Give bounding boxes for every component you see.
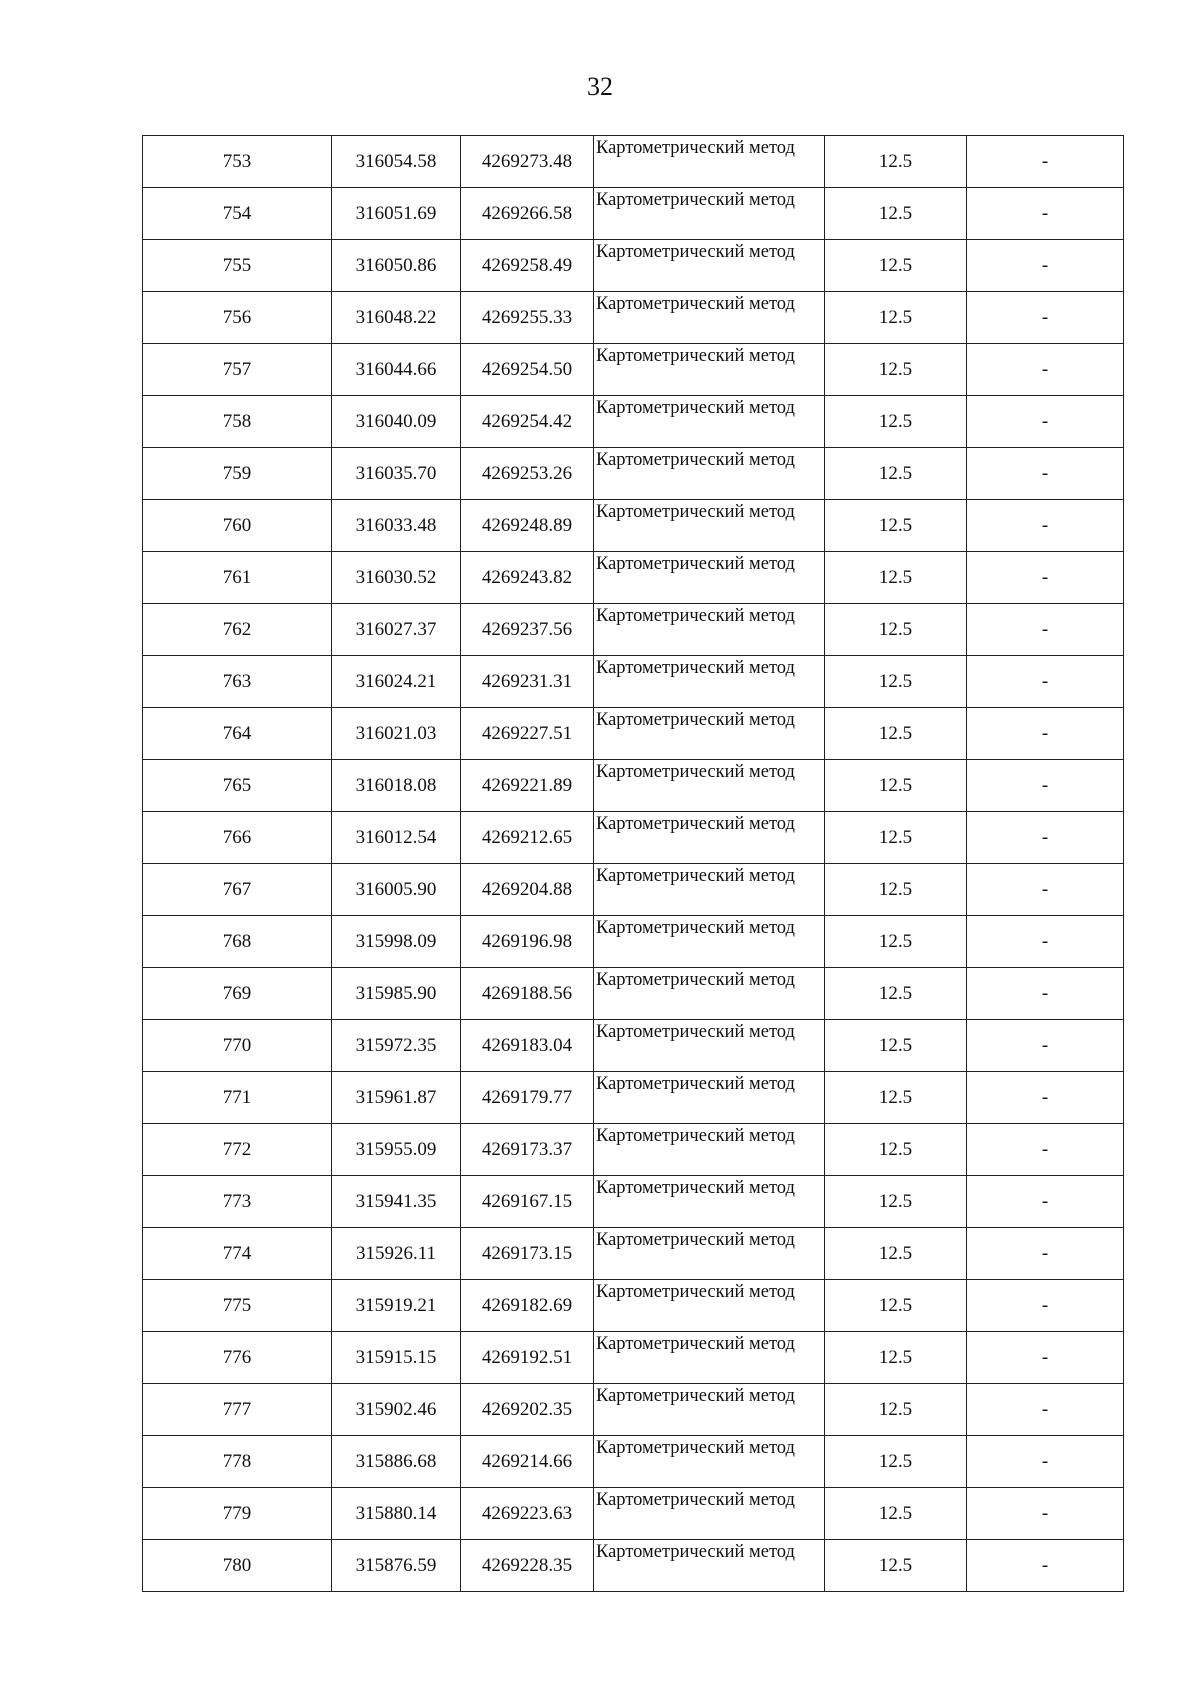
accuracy-cell: 12.5 [825,1488,967,1540]
x-coordinate-cell: 316005.90 [332,864,461,916]
accuracy-cell: 12.5 [825,1124,967,1176]
point-number-cell: 776 [143,1332,332,1384]
x-coordinate-cell: 315876.59 [332,1540,461,1592]
method-cell: Картометрический метод [594,1280,825,1332]
table-row [143,1384,1124,1436]
point-number-cell: 764 [143,708,332,760]
method-cell: Картометрический метод [594,448,825,500]
y-coordinate-cell: 4269204.88 [461,864,594,916]
x-coordinate-cell: 315926.11 [332,1228,461,1280]
method-cell: Картометрический метод [594,760,825,812]
x-coordinate-cell: 316035.70 [332,448,461,500]
method-cell: Картометрический метод [594,656,825,708]
method-cell: Картометрический метод [594,500,825,552]
description-cell: - [967,344,1124,396]
x-coordinate-cell: 315886.68 [332,1436,461,1488]
x-coordinate-cell: 315919.21 [332,1280,461,1332]
accuracy-cell: 12.5 [825,916,967,968]
method-cell: Картометрический метод [594,1332,825,1384]
point-number-cell: 772 [143,1124,332,1176]
accuracy-cell: 12.5 [825,656,967,708]
y-coordinate-cell: 4269196.98 [461,916,594,968]
accuracy-cell: 12.5 [825,760,967,812]
method-cell: Картометрический метод [594,708,825,760]
description-cell: - [967,916,1124,968]
method-cell: Картометрический метод [594,1436,825,1488]
description-cell: - [967,1020,1124,1072]
point-number-cell: 768 [143,916,332,968]
x-coordinate-cell: 316033.48 [332,500,461,552]
table-row [143,1280,1124,1332]
point-number-cell: 769 [143,968,332,1020]
table-row [143,1020,1124,1072]
y-coordinate-cell: 4269248.89 [461,500,594,552]
x-coordinate-cell: 316027.37 [332,604,461,656]
y-coordinate-cell: 4269266.58 [461,188,594,240]
description-cell: - [967,1384,1124,1436]
table-row [143,552,1124,604]
description-cell: - [967,1540,1124,1592]
x-coordinate-cell: 315972.35 [332,1020,461,1072]
y-coordinate-cell: 4269258.49 [461,240,594,292]
method-cell: Картометрический метод [594,916,825,968]
description-cell: - [967,760,1124,812]
point-number-cell: 763 [143,656,332,708]
point-number-cell: 777 [143,1384,332,1436]
y-coordinate-cell: 4269253.26 [461,448,594,500]
x-coordinate-cell: 316021.03 [332,708,461,760]
point-number-cell: 773 [143,1176,332,1228]
y-coordinate-cell: 4269227.51 [461,708,594,760]
method-cell: Картометрический метод [594,1020,825,1072]
description-cell: - [967,1436,1124,1488]
x-coordinate-cell: 315998.09 [332,916,461,968]
point-number-cell: 780 [143,1540,332,1592]
accuracy-cell: 12.5 [825,1280,967,1332]
x-coordinate-cell: 315961.87 [332,1072,461,1124]
y-coordinate-cell: 4269212.65 [461,812,594,864]
y-coordinate-cell: 4269214.66 [461,1436,594,1488]
table-row [143,968,1124,1020]
description-cell: - [967,448,1124,500]
coordinates-table-body [143,136,1124,1592]
method-cell: Картометрический метод [594,1384,825,1436]
table-row [143,812,1124,864]
method-cell: Картометрический метод [594,1124,825,1176]
description-cell: - [967,240,1124,292]
method-cell: Картометрический метод [594,552,825,604]
accuracy-cell: 12.5 [825,344,967,396]
table-row [143,1124,1124,1176]
x-coordinate-cell: 316054.58 [332,136,461,188]
method-cell: Картометрический метод [594,188,825,240]
table-row [143,760,1124,812]
method-cell: Картометрический метод [594,1176,825,1228]
x-coordinate-cell: 316050.86 [332,240,461,292]
description-cell: - [967,292,1124,344]
point-number-cell: 767 [143,864,332,916]
table-row [143,136,1124,188]
table-row [143,240,1124,292]
accuracy-cell: 12.5 [825,448,967,500]
point-number-cell: 770 [143,1020,332,1072]
point-number-cell: 755 [143,240,332,292]
y-coordinate-cell: 4269223.63 [461,1488,594,1540]
accuracy-cell: 12.5 [825,500,967,552]
table-row [143,344,1124,396]
accuracy-cell: 12.5 [825,292,967,344]
accuracy-cell: 12.5 [825,812,967,864]
y-coordinate-cell: 4269173.15 [461,1228,594,1280]
description-cell: - [967,812,1124,864]
table-row [143,1072,1124,1124]
accuracy-cell: 12.5 [825,1020,967,1072]
method-cell: Картометрический метод [594,1540,825,1592]
description-cell: - [967,136,1124,188]
accuracy-cell: 12.5 [825,1072,967,1124]
description-cell: - [967,396,1124,448]
x-coordinate-cell: 315985.90 [332,968,461,1020]
accuracy-cell: 12.5 [825,864,967,916]
x-coordinate-cell: 315915.15 [332,1332,461,1384]
description-cell: - [967,1228,1124,1280]
x-coordinate-cell: 315902.46 [332,1384,461,1436]
description-cell: - [967,708,1124,760]
accuracy-cell: 12.5 [825,604,967,656]
point-number-cell: 766 [143,812,332,864]
description-cell: - [967,1124,1124,1176]
method-cell: Картометрический метод [594,240,825,292]
accuracy-cell: 12.5 [825,240,967,292]
point-number-cell: 765 [143,760,332,812]
x-coordinate-cell: 316048.22 [332,292,461,344]
table-row [143,500,1124,552]
point-number-cell: 753 [143,136,332,188]
point-number-cell: 778 [143,1436,332,1488]
method-cell: Картометрический метод [594,968,825,1020]
x-coordinate-cell: 315880.14 [332,1488,461,1540]
x-coordinate-cell: 316051.69 [332,188,461,240]
point-number-cell: 774 [143,1228,332,1280]
x-coordinate-cell: 316012.54 [332,812,461,864]
y-coordinate-cell: 4269179.77 [461,1072,594,1124]
y-coordinate-cell: 4269221.89 [461,760,594,812]
description-cell: - [967,656,1124,708]
y-coordinate-cell: 4269237.56 [461,604,594,656]
accuracy-cell: 12.5 [825,396,967,448]
table-row [143,916,1124,968]
method-cell: Картометрический метод [594,864,825,916]
description-cell: - [967,1072,1124,1124]
description-cell: - [967,1176,1124,1228]
y-coordinate-cell: 4269243.82 [461,552,594,604]
table-row [143,656,1124,708]
table-row [143,1436,1124,1488]
y-coordinate-cell: 4269231.31 [461,656,594,708]
accuracy-cell: 12.5 [825,708,967,760]
x-coordinate-cell: 316018.08 [332,760,461,812]
point-number-cell: 760 [143,500,332,552]
accuracy-cell: 12.5 [825,1332,967,1384]
point-number-cell: 771 [143,1072,332,1124]
method-cell: Картометрический метод [594,1072,825,1124]
x-coordinate-cell: 315955.09 [332,1124,461,1176]
y-coordinate-cell: 4269182.69 [461,1280,594,1332]
table-row [143,292,1124,344]
accuracy-cell: 12.5 [825,968,967,1020]
x-coordinate-cell: 316040.09 [332,396,461,448]
description-cell: - [967,864,1124,916]
table-row [143,1332,1124,1384]
method-cell: Картометрический метод [594,292,825,344]
coordinates-table [142,135,1124,1592]
description-cell: - [967,552,1124,604]
table-row [143,1540,1124,1592]
method-cell: Картометрический метод [594,396,825,448]
accuracy-cell: 12.5 [825,1436,967,1488]
method-cell: Картометрический метод [594,604,825,656]
table-row [143,396,1124,448]
y-coordinate-cell: 4269228.35 [461,1540,594,1592]
accuracy-cell: 12.5 [825,1540,967,1592]
y-coordinate-cell: 4269255.33 [461,292,594,344]
y-coordinate-cell: 4269173.37 [461,1124,594,1176]
page-number: 32 [587,72,613,101]
accuracy-cell: 12.5 [825,188,967,240]
table-row [143,864,1124,916]
y-coordinate-cell: 4269192.51 [461,1332,594,1384]
description-cell: - [967,188,1124,240]
point-number-cell: 775 [143,1280,332,1332]
y-coordinate-cell: 4269202.35 [461,1384,594,1436]
point-number-cell: 759 [143,448,332,500]
y-coordinate-cell: 4269254.42 [461,396,594,448]
table-row [143,188,1124,240]
x-coordinate-cell: 316044.66 [332,344,461,396]
y-coordinate-cell: 4269167.15 [461,1176,594,1228]
point-number-cell: 758 [143,396,332,448]
method-cell: Картометрический метод [594,1228,825,1280]
accuracy-cell: 12.5 [825,552,967,604]
accuracy-cell: 12.5 [825,1228,967,1280]
accuracy-cell: 12.5 [825,1176,967,1228]
x-coordinate-cell: 316030.52 [332,552,461,604]
x-coordinate-cell: 316024.21 [332,656,461,708]
table-row [143,448,1124,500]
point-number-cell: 756 [143,292,332,344]
table-row [143,604,1124,656]
y-coordinate-cell: 4269183.04 [461,1020,594,1072]
method-cell: Картометрический метод [594,344,825,396]
table-row [143,1488,1124,1540]
method-cell: Картометрический метод [594,812,825,864]
accuracy-cell: 12.5 [825,1384,967,1436]
accuracy-cell: 12.5 [825,136,967,188]
point-number-cell: 757 [143,344,332,396]
method-cell: Картометрический метод [594,1488,825,1540]
method-cell: Картометрический метод [594,136,825,188]
y-coordinate-cell: 4269254.50 [461,344,594,396]
point-number-cell: 779 [143,1488,332,1540]
description-cell: - [967,604,1124,656]
point-number-cell: 761 [143,552,332,604]
description-cell: - [967,1488,1124,1540]
table-row [143,1228,1124,1280]
y-coordinate-cell: 4269188.56 [461,968,594,1020]
y-coordinate-cell: 4269273.48 [461,136,594,188]
point-number-cell: 754 [143,188,332,240]
x-coordinate-cell: 315941.35 [332,1176,461,1228]
description-cell: - [967,968,1124,1020]
description-cell: - [967,1332,1124,1384]
table-row [143,708,1124,760]
point-number-cell: 762 [143,604,332,656]
description-cell: - [967,1280,1124,1332]
table-row [143,1176,1124,1228]
description-cell: - [967,500,1124,552]
